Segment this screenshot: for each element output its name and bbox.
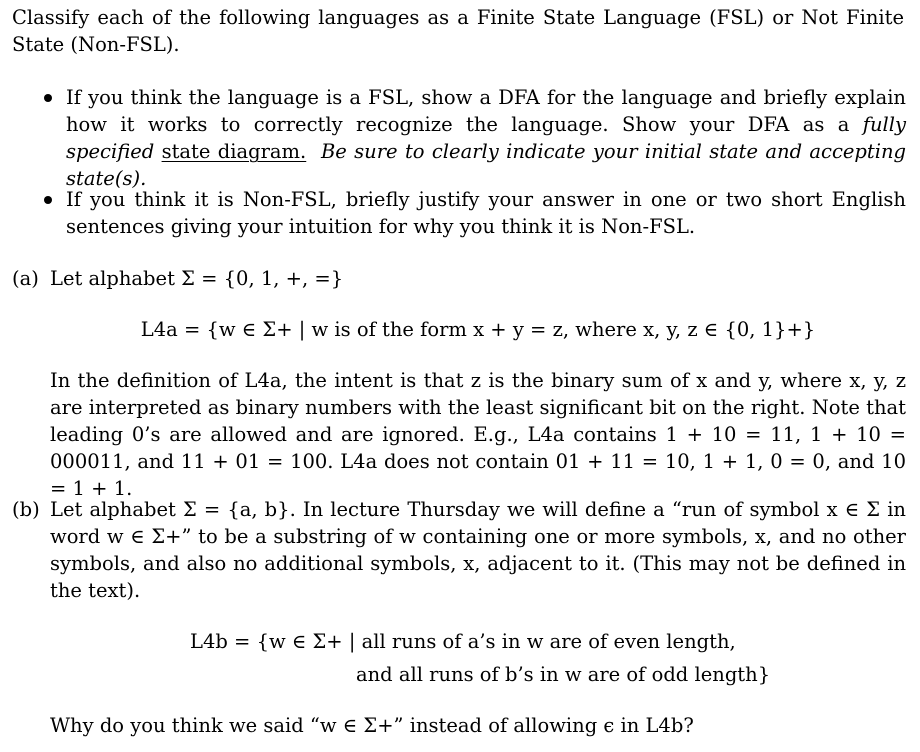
part-a-explanation: In the definition of L4a, the intent is that z is the binary sum of x and y, where x, y, z are interpreted as binary numbers with the least significant bit on the right. Note that leading 0’s are allowed and are ignored. E.g., L4a contains 1 + 10 = 11, 1 + 10 = 000011, and 11 + 01 = 100. L4a does not contain 01 + 11 = 10, 1 + 1, 0 = 0, and 10 = 1 + 1. xyxy=(50,369,906,500)
part-b-definition-line-1: L4b = {w ∈ Σ+ | all runs of a’s in w are of even length, xyxy=(190,630,736,653)
part-a-alphabet: Let alphabet Σ = {0, 1, +, =} xyxy=(50,267,344,290)
bullet-text: If you think the language is a FSL, show a DFA for the language and briefly explain how it works to correctly recognize the language. Show your DFA as a xyxy=(66,86,906,136)
intro-paragraph: Classify each of the following languages as a Finite State Language (FSL) or Not Finite State (Non-FSL). xyxy=(12,6,904,56)
bullet-italic-instruction: Be sure to clearly indicate your initial state and accepting state(s). xyxy=(66,140,907,190)
bullet-dot xyxy=(44,94,52,102)
part-b-question: Why do you think we said “w ∈ Σ+” instead of allowing ϵ in L4b? xyxy=(50,714,694,737)
bullet-dot xyxy=(44,196,52,204)
part-b-label: (b) xyxy=(12,498,40,521)
part-a-language-definition: L4a = {w ∈ Σ+ | w is of the form x + y = z, where x, y, z ∈ {0, 1}+} xyxy=(140,318,816,341)
part-b-definition-line-2: and all runs of b’s in w are of odd length} xyxy=(356,663,771,686)
bullet-underlined-text: state diagram. xyxy=(161,140,307,163)
part-a-label: (a) xyxy=(12,267,39,290)
part-b-paragraph: Let alphabet Σ = {a, b}. In lecture Thursday we will define a “run of symbol x ∈ Σ in word w ∈ Σ+” to be a substring of w containing one or more symbols, x, and no other symbols, and also no additional symbols, x, adjacent to it. (This may not be defined in the text). xyxy=(50,498,906,602)
bullet-item-fsl xyxy=(66,84,906,192)
bullet-emphasis: fully specified xyxy=(66,113,906,163)
bullet-item-non-fsl: If you think it is Non-FSL, briefly justify your answer in one or two short English sentences giving your intuition for why you think it is Non-FSL. xyxy=(66,188,906,238)
